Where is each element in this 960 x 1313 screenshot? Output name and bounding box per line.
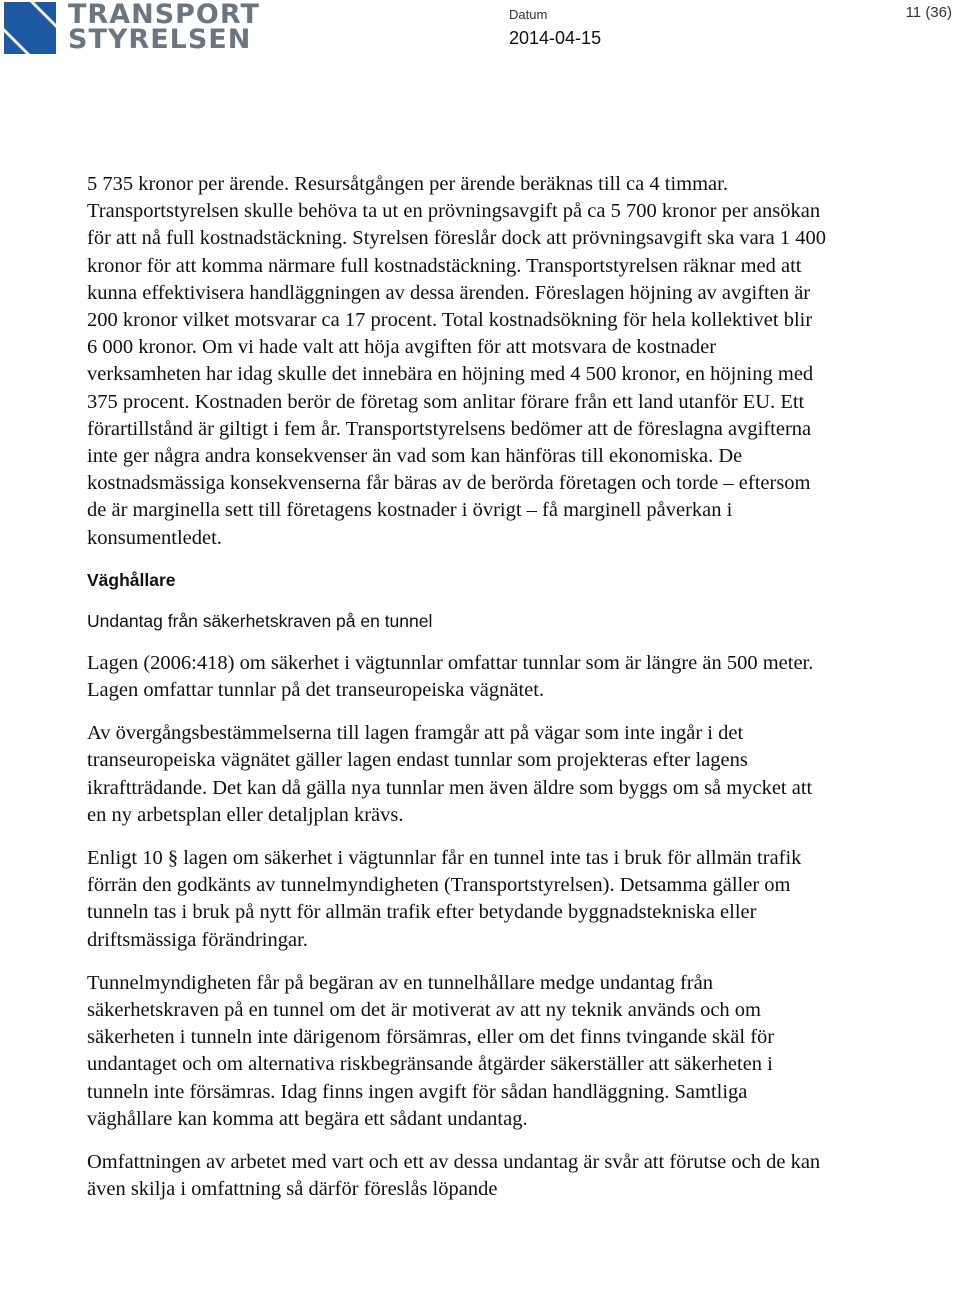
logo-mark-icon <box>4 2 56 54</box>
document-body <box>87 171 827 1220</box>
logo-wordmark <box>68 0 260 55</box>
section-subheading: Undantag från säkerhetskraven på en tunnel <box>87 610 433 631</box>
paragraph-4: Enligt 10 § lagen om säkerhet i vägtunnlar får en tunnel inte tas i bruk för allmän trafik förrän den godkänts av tunnelmyndigheten (Transportstyrelsen). Detsamma gäller om tunneln tas i bruk på nytt för allmän trafik efter betydande byggnadstekniska eller driftsmässiga förändringar. <box>87 847 802 951</box>
paragraph-3: Av övergångsbestämmelserna till lagen framgår att på vägar som inte ingår i det transeuropeiska vägnätet gäller lagen endast tunnlar som projekteras efter lagens ikraftträdande. Det kan då gälla nya tunnlar men även äldre som byggs om så mycket att en ny arbetsplan eller detaljplan krävs. <box>87 722 813 826</box>
paragraph-6: Omfattningen av arbetet med vart och ett av dessa undantag är svår att förutse och de kan även skilja i omfattning så därför föreslås löpande <box>87 1151 821 1201</box>
date-label: Datum <box>509 7 548 22</box>
transportstyrelsen-logo <box>4 0 260 55</box>
page-number: 11 (36) <box>905 4 952 21</box>
logo-line-1: TRANSPORT <box>68 0 260 30</box>
section-heading: Väghållare <box>87 569 176 590</box>
logo-line-2: STYRELSEN <box>68 24 252 55</box>
date-block <box>509 6 601 50</box>
paragraph-2: Lagen (2006:418) om säkerhet i vägtunnlar omfattar tunnlar som är längre än 500 meter. Lagen omfattar tunnlar på det transeuropeiska vägnätet. <box>87 651 814 702</box>
paragraph-1: 5 735 kronor per ärende. Resursåtgången per ärende beräknas till ca 4 timmar. Transportstyrelsen skulle behöva ta ut en prövningsavgift på ca 5 700 kronor per ansökan för att nå full kostnadstäckning. Styrelsen föreslår dock att prövningsavgift ska vara 1 400 kronor för att komma närmare full kostnadstäckning. Transportstyrelsen räknar med att kunna effektivisera handläggningen av dessa ärenden. Föreslagen höjning av avgiften är 200 kronor vilket motsvarar ca 17 procent. Total kostnadsökning för hela kollektivet blir 6 000 kronor. Om vi hade valt att höja avgiften för att motsvara de kostnader verksamheten har idag skulle det innebära en höjning med 4 500 kronor, en höjning med 375 procent. Kostnaden berör de företag som anlitar förare från ett land utanför EU. Ett förartillstånd är giltigt i fem år. Transportstyrelsens bedömer att de föreslagna avgifterna inte ger några andra konsekvenser än vad som kan hänföras till ekonomiska. De kostnadsmässiga konsekvenserna får bäras av de berörda företagen och torde – eftersom de är marginella sett till företagens kostnader i övrigt – få marginell påverkan i konsumentledet. <box>87 173 826 549</box>
date-value: 2014-04-15 <box>509 28 602 48</box>
paragraph-5: Tunnelmyndigheten får på begäran av en tunnelhållare medge undantag från säkerhetskraven på en tunnel om det är motiverat av att ny teknik används och om säkerheten i tunneln inte därigenom försämras, eller om det finns tvingande skäl för undantaget och om alternativa riskbegränsande åtgärder säkerställer att säkerheten i tunneln inte försämras. Idag finns ingen avgift för sådan handläggning. Samtliga väghållare kan komma att begära ett sådant undantag. <box>87 971 775 1130</box>
